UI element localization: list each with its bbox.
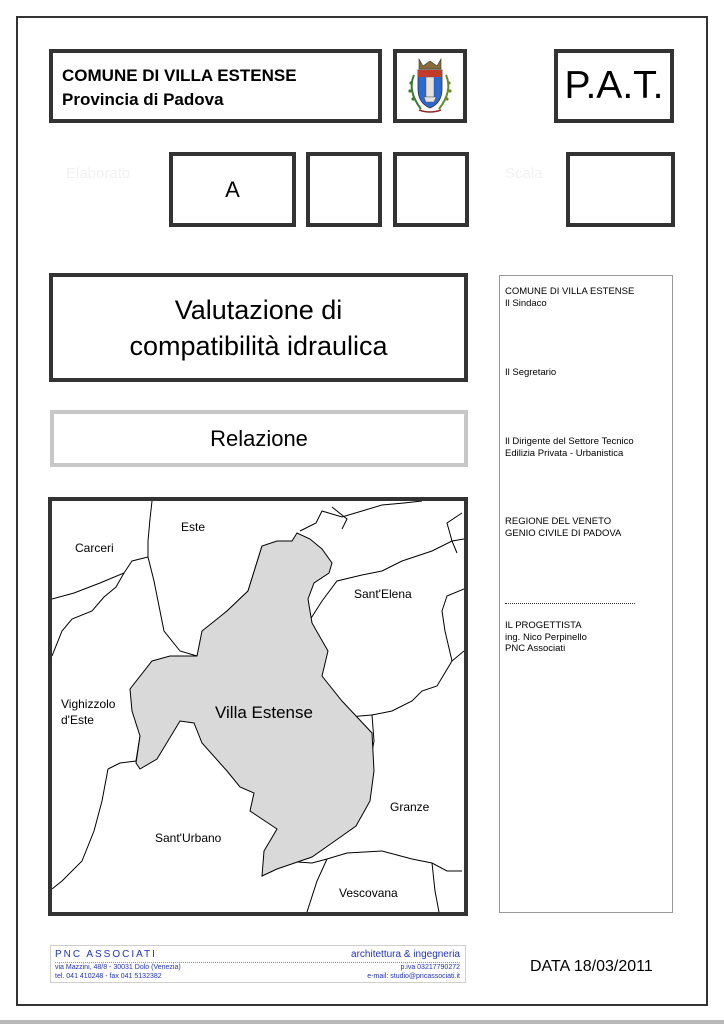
map-label-vescovana: Vescovana [339,886,398,900]
map-label-sant-elena: Sant'Elena [354,587,412,601]
code-box-3 [393,152,469,227]
title-line-1: Valutazione di [174,294,343,325]
firm-address: via Mazzini, 48/8 - 30031 Dolo (Venezia) [55,964,181,971]
bottom-bar [0,1020,724,1024]
map-label-carceri: Carceri [75,541,114,555]
sig-progettista-name: ing. Nico Perpinello [505,631,587,643]
sig-dirigente [505,436,634,459]
elaborato-value: A [169,152,296,227]
scala-label: Scala [505,165,543,182]
elaborato-label: Elaborato [66,165,131,182]
map-label-vighizzolo [61,696,115,728]
sig-regione [505,516,621,539]
map-label-este: Este [181,520,206,534]
firm-logo-box [50,945,466,983]
sig-sindaco: Il Sindaco [505,297,547,309]
map-label-vighizzolo-line2: d'Este [61,713,94,727]
firm-divider [55,962,460,963]
map-label-sant-urbano: Sant'Urbano [155,831,222,845]
firm-vat: p.iva 03217790272 [400,964,460,971]
coat-of-arms-box [393,49,467,123]
code-box-2 [306,152,382,227]
document-title [49,273,468,382]
municipality-header [62,64,297,112]
province-name: Provincia di Padova [62,90,224,109]
signature-line [505,603,635,604]
sig-comune [505,286,634,309]
map-label-villa-estense: Villa Estense [215,703,313,722]
title-line-2: compatibilità idraulica [129,330,388,361]
firm-tagline: architettura & ingegneria [351,949,460,960]
coat-of-arms-icon [397,53,463,119]
document-date: DATA 18/03/2011 [530,958,653,975]
sig-dirigente-line2: Edilizia Privata - Urbanistica [505,447,624,459]
territory-map [48,497,468,916]
sig-regione-line1: REGIONE DEL VENETO [505,516,612,527]
firm-phone: tel. 041 410248 - fax 041 5132382 [55,973,162,980]
sig-progettista-title: IL PROGETTISTA [505,620,582,631]
municipality-name: COMUNE DI VILLA ESTENSE [62,66,297,85]
document-subtitle: Relazione [50,410,468,467]
map-label-vighizzolo-line1: Vighizzolo [61,697,116,711]
scala-box [566,152,675,227]
sig-comune-name: COMUNE DI VILLA ESTENSE [505,286,635,297]
sig-progettista-firm: PNC Associati [505,643,566,654]
firm-email: e-mail: studio@pncassociati.it [367,973,460,980]
map-label-granze: Granze [390,800,430,814]
plan-code: P.A.T. [554,49,674,123]
sig-segretario: Il Segretario [505,367,557,378]
firm-name: PNC ASSOCIATI [55,949,157,960]
sig-progettista [505,620,587,655]
sig-dirigente-line1: Il Dirigente del Settore Tecnico [505,436,634,447]
sig-regione-line2: GENIO CIVILE DI PADOVA [505,527,622,539]
